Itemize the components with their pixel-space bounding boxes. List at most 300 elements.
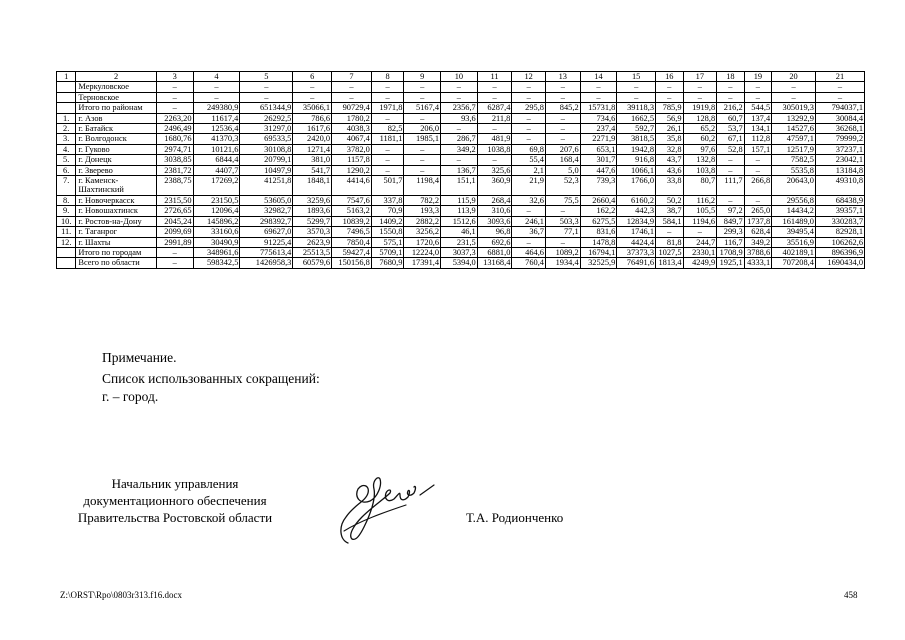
table-cell: – — [293, 82, 332, 92]
table-cell: – — [815, 92, 864, 102]
table-cell: – — [512, 237, 546, 247]
table-cell: 266,8 — [744, 176, 772, 196]
table-row — [57, 258, 865, 268]
column-header: 12 — [512, 72, 546, 82]
table-cell: 231,5 — [441, 237, 478, 247]
table-cell: 136,7 — [441, 165, 478, 175]
table-cell: 1813,4 — [656, 258, 684, 268]
table-cell: 237,4 — [580, 124, 617, 134]
table-cell: 1720,6 — [404, 237, 441, 247]
table-cell: 3570,3 — [293, 227, 332, 237]
table-cell: 785,9 — [656, 103, 684, 113]
table-cell: 47597,1 — [772, 134, 816, 144]
row-name: г. Новошахтинск — [76, 206, 156, 216]
row-name: г. Батайск — [76, 124, 156, 134]
table-cell: 7496,5 — [332, 227, 372, 237]
signer-name: Т.А. Родионченко — [466, 510, 564, 525]
row-number — [57, 82, 76, 92]
table-cell: 132,8 — [683, 155, 717, 165]
table-cell: 32,6 — [512, 195, 546, 205]
table-cell: 12517,9 — [772, 144, 816, 154]
table-cell: 1737,8 — [744, 216, 772, 226]
column-header: 19 — [744, 72, 772, 82]
column-header: 2 — [76, 72, 156, 82]
table-cell: 4407,7 — [193, 165, 240, 175]
table-cell: – — [156, 82, 193, 92]
table-cell: 1893,6 — [293, 206, 332, 216]
row-number — [57, 103, 76, 113]
table-row — [57, 176, 865, 196]
table-cell: 2623,9 — [293, 237, 332, 247]
table-cell: 29556,8 — [772, 195, 816, 205]
column-header: 6 — [293, 72, 332, 82]
table-cell: 7582,5 — [772, 155, 816, 165]
table-cell: 1290,2 — [332, 165, 372, 175]
table-cell: 206,0 — [404, 124, 441, 134]
table-cell: 2991,89 — [156, 237, 193, 247]
table-cell: 1426958,3 — [240, 258, 293, 268]
table-cell: 692,6 — [477, 237, 512, 247]
table-cell: 211,8 — [477, 113, 512, 123]
table-cell: 80,7 — [683, 176, 717, 196]
table-cell: 286,7 — [441, 134, 478, 144]
table-cell: 349,2 — [441, 144, 478, 154]
table-cell: 116,7 — [717, 237, 745, 247]
table-cell: – — [512, 82, 546, 92]
table-cell: 244,7 — [683, 237, 717, 247]
table-cell: – — [156, 258, 193, 268]
table-cell: 16794,1 — [580, 247, 617, 257]
table-cell: 97,2 — [717, 206, 745, 216]
table-cell: 39495,4 — [772, 227, 816, 237]
table-cell: 12224,0 — [404, 247, 441, 257]
table-cell: 628,4 — [744, 227, 772, 237]
table-cell: – — [371, 92, 404, 102]
table-cell: 2271,9 — [580, 134, 617, 144]
table-cell: 4424,4 — [617, 237, 656, 247]
table-cell: 65,2 — [683, 124, 717, 134]
table-cell: 32,8 — [656, 144, 684, 154]
table-cell: 246,1 — [512, 216, 546, 226]
table-cell: 145896,2 — [193, 216, 240, 226]
table-cell: 4067,4 — [332, 134, 372, 144]
row-number — [57, 247, 76, 257]
table-cell: 69627,0 — [240, 227, 293, 237]
table-cell: 5,0 — [545, 165, 580, 175]
table-cell: – — [772, 92, 816, 102]
table-cell: 193,3 — [404, 206, 441, 216]
table-cell: – — [293, 92, 332, 102]
column-header: 9 — [404, 72, 441, 82]
row-number: 4. — [57, 144, 76, 154]
table-cell: 1680,76 — [156, 134, 193, 144]
table-cell: 1512,6 — [441, 216, 478, 226]
table-cell: 43,7 — [656, 155, 684, 165]
table-cell: 70,9 — [371, 206, 404, 216]
table-cell: – — [404, 155, 441, 165]
table-cell: 105,5 — [683, 206, 717, 216]
table-cell: 60,2 — [683, 134, 717, 144]
table-cell: 75,5 — [545, 195, 580, 205]
table-cell: 544,5 — [744, 103, 772, 113]
table-cell: 17391,4 — [404, 258, 441, 268]
table-cell: – — [512, 92, 546, 102]
table-cell: 12834,9 — [617, 216, 656, 226]
table-cell: 13168,4 — [477, 258, 512, 268]
table-cell: 10121,6 — [193, 144, 240, 154]
row-number: 8. — [57, 195, 76, 205]
table-cell: 782,2 — [404, 195, 441, 205]
table-cell: 31297,0 — [240, 124, 293, 134]
table-cell: – — [683, 92, 717, 102]
table-cell: 60,7 — [717, 113, 745, 123]
table-cell: 3818,5 — [617, 134, 656, 144]
table-cell: 37373,3 — [617, 247, 656, 257]
table-cell: 12096,4 — [193, 206, 240, 216]
table-cell: 1708,9 — [717, 247, 745, 257]
table-cell: 33160,6 — [193, 227, 240, 237]
header-row — [57, 72, 865, 82]
table-cell: 115,9 — [441, 195, 478, 205]
table-cell: 1971,8 — [371, 103, 404, 113]
table-cell: 2496,49 — [156, 124, 193, 134]
row-number — [57, 92, 76, 102]
row-number: 5. — [57, 155, 76, 165]
table-cell: 447,6 — [580, 165, 617, 175]
table-cell: 39118,3 — [617, 103, 656, 113]
table-cell: 310,6 — [477, 206, 512, 216]
row-name: г. Шахты — [76, 237, 156, 247]
row-number: 10. — [57, 216, 76, 226]
table-cell: 3037,3 — [441, 247, 478, 257]
table-cell: 3256,2 — [404, 227, 441, 237]
table-cell: 402189,1 — [772, 247, 816, 257]
table-cell: 79999,2 — [815, 134, 864, 144]
table-cell: 60579,6 — [293, 258, 332, 268]
table-row — [57, 216, 865, 226]
table-cell: 464,6 — [512, 247, 546, 257]
table-cell: 2330,1 — [683, 247, 717, 257]
table-cell: 15731,8 — [580, 103, 617, 113]
column-header: 7 — [332, 72, 372, 82]
table-cell: 1690434,0 — [815, 258, 864, 268]
table-cell: – — [477, 82, 512, 92]
row-number: 12. — [57, 237, 76, 247]
table-cell: 137,4 — [744, 113, 772, 123]
table-cell: – — [512, 134, 546, 144]
table-cell: – — [512, 124, 546, 134]
table-cell: 35066,1 — [293, 103, 332, 113]
table-cell: – — [545, 124, 580, 134]
table-cell: 1089,2 — [545, 247, 580, 257]
table-cell: 13292,9 — [772, 113, 816, 123]
table-cell: 32525,9 — [580, 258, 617, 268]
row-name: Всего по области — [76, 258, 156, 268]
table-cell: 33,8 — [656, 176, 684, 196]
row-name: Терновское — [76, 92, 156, 102]
table-cell: – — [404, 92, 441, 102]
table-cell: 503,3 — [545, 216, 580, 226]
table-cell: – — [441, 82, 478, 92]
column-header: 21 — [815, 72, 864, 82]
column-header: 20 — [772, 72, 816, 82]
table-cell: 161489,0 — [772, 216, 816, 226]
table-cell: 786,6 — [293, 113, 332, 123]
column-header: 13 — [545, 72, 580, 82]
table-cell: 760,4 — [512, 258, 546, 268]
table-cell: 2099,69 — [156, 227, 193, 237]
column-header: 8 — [371, 72, 404, 82]
table-cell: 68438,9 — [815, 195, 864, 205]
table-cell: 1662,5 — [617, 113, 656, 123]
table-cell: 916,8 — [617, 155, 656, 165]
table-cell: – — [717, 155, 745, 165]
table-cell: – — [545, 134, 580, 144]
table-cell: – — [477, 92, 512, 102]
table-cell: 330283,7 — [815, 216, 864, 226]
table-cell: 14527,6 — [772, 124, 816, 134]
table-cell: 69,8 — [512, 144, 546, 154]
row-name: г. Донецк — [76, 155, 156, 165]
row-number: 11. — [57, 227, 76, 237]
table-cell: – — [441, 124, 478, 134]
table-cell: 349,2 — [744, 237, 772, 247]
table-cell: – — [156, 92, 193, 102]
table-cell: 2045,24 — [156, 216, 193, 226]
table-cell: – — [332, 82, 372, 92]
table-cell: – — [717, 82, 745, 92]
table-cell: 41251,8 — [240, 176, 293, 196]
row-name: г. Волгодонск — [76, 134, 156, 144]
row-number — [57, 258, 76, 268]
table-cell: 2388,75 — [156, 176, 193, 196]
table-cell: – — [371, 144, 404, 154]
table-cell: 53605,0 — [240, 195, 293, 205]
table-cell: 337,8 — [371, 195, 404, 205]
table-cell: 5299,7 — [293, 216, 332, 226]
table-cell: 1925,1 — [717, 258, 745, 268]
table-cell: 2974,71 — [156, 144, 193, 154]
table-cell: 38,7 — [656, 206, 684, 216]
table-cell: 151,1 — [441, 176, 478, 196]
table-row — [57, 195, 865, 205]
table-cell: – — [717, 165, 745, 175]
table-cell: – — [717, 195, 745, 205]
table-cell: – — [512, 113, 546, 123]
table-cell: 5394,0 — [441, 258, 478, 268]
table-cell: 575,1 — [371, 237, 404, 247]
table-cell: – — [156, 247, 193, 257]
table-cell: 23042,1 — [815, 155, 864, 165]
table-cell: – — [617, 92, 656, 102]
table-cell: 360,9 — [477, 176, 512, 196]
table-cell: 76491,6 — [617, 258, 656, 268]
table-cell: 23150,5 — [193, 195, 240, 205]
table-cell: 4038,3 — [332, 124, 372, 134]
table-cell: – — [404, 113, 441, 123]
table-cell: 2,1 — [512, 165, 546, 175]
table-cell: 150156,8 — [332, 258, 372, 268]
table-cell: 30108,8 — [240, 144, 293, 154]
table-cell: 775613,4 — [240, 247, 293, 257]
table-cell: 35,8 — [656, 134, 684, 144]
table-cell: – — [371, 82, 404, 92]
table-cell: 37237,1 — [815, 144, 864, 154]
table-cell: 501,7 — [371, 176, 404, 196]
table-cell: 77,1 — [545, 227, 580, 237]
table-cell: 134,1 — [744, 124, 772, 134]
table-cell: 7547,6 — [332, 195, 372, 205]
table-cell: 301,7 — [580, 155, 617, 165]
column-header: 18 — [717, 72, 745, 82]
row-name: г. Азов — [76, 113, 156, 123]
table-row — [57, 165, 865, 175]
table-cell: 39357,1 — [815, 206, 864, 216]
table-cell: 707208,4 — [772, 258, 816, 268]
table-cell: 20799,1 — [240, 155, 293, 165]
table-cell: 93,6 — [441, 113, 478, 123]
table-row — [57, 247, 865, 257]
table-cell: 116,2 — [683, 195, 717, 205]
table-cell: 739,3 — [580, 176, 617, 196]
table-cell: – — [744, 92, 772, 102]
table-row — [57, 227, 865, 237]
table-cell: – — [545, 92, 580, 102]
table-cell: – — [477, 155, 512, 165]
footer-page-number: 458 — [844, 590, 858, 600]
table-cell: 12536,4 — [193, 124, 240, 134]
table-cell: 1746,1 — [617, 227, 656, 237]
table-cell: 10839,2 — [332, 216, 372, 226]
table-cell: 1194,6 — [683, 216, 717, 226]
table-cell: 2263,20 — [156, 113, 193, 123]
table-cell: – — [404, 144, 441, 154]
table-cell: – — [371, 155, 404, 165]
table-cell: 1198,4 — [404, 176, 441, 196]
table-cell: 598342,5 — [193, 258, 240, 268]
signer-title-line1: Начальник управления — [111, 476, 239, 491]
column-header: 16 — [656, 72, 684, 82]
table-cell: 6844,4 — [193, 155, 240, 165]
column-header: 14 — [580, 72, 617, 82]
table-cell: 5709,1 — [371, 247, 404, 257]
table-cell: 845,2 — [545, 103, 580, 113]
column-header: 1 — [57, 72, 76, 82]
table-row — [57, 103, 865, 113]
table-cell: – — [656, 227, 684, 237]
table-cell: 2660,4 — [580, 195, 617, 205]
table-cell: 25513,5 — [293, 247, 332, 257]
table-cell: 53,7 — [717, 124, 745, 134]
column-header: 3 — [156, 72, 193, 82]
table-cell: 82,5 — [371, 124, 404, 134]
table-cell: 106262,6 — [815, 237, 864, 247]
table-cell: 96,8 — [477, 227, 512, 237]
table-cell: 1617,6 — [293, 124, 332, 134]
table-cell: 265,0 — [744, 206, 772, 216]
table-cell: – — [404, 82, 441, 92]
table-cell: 26,1 — [656, 124, 684, 134]
handwritten-signature — [330, 455, 445, 550]
table-cell: 896396,9 — [815, 247, 864, 257]
table-row — [57, 206, 865, 216]
table-cell: 6287,4 — [477, 103, 512, 113]
table-cell: 831,6 — [580, 227, 617, 237]
table-cell: 348961,6 — [193, 247, 240, 257]
table-cell: 5535,8 — [772, 165, 816, 175]
table-cell: 1550,8 — [371, 227, 404, 237]
table-cell: 3782,0 — [332, 144, 372, 154]
table-cell: 249380,9 — [193, 103, 240, 113]
table-cell: 653,1 — [580, 144, 617, 154]
table-cell: 6881,0 — [477, 247, 512, 257]
table-cell: 46,1 — [441, 227, 478, 237]
column-header: 11 — [477, 72, 512, 82]
table-cell: 97,6 — [683, 144, 717, 154]
table-cell: 1766,0 — [617, 176, 656, 196]
table-cell: – — [193, 92, 240, 102]
table-cell: 2315,50 — [156, 195, 193, 205]
table-row — [57, 144, 865, 154]
table-cell: – — [744, 82, 772, 92]
table-cell: 52,3 — [545, 176, 580, 196]
table-cell: – — [441, 155, 478, 165]
row-number: 1. — [57, 113, 76, 123]
table-cell: 592,7 — [617, 124, 656, 134]
table-cell: – — [545, 206, 580, 216]
table-cell: 6160,2 — [617, 195, 656, 205]
row-number: 9. — [57, 206, 76, 216]
table-cell: 584,1 — [656, 216, 684, 226]
table-cell: 1271,4 — [293, 144, 332, 154]
table-cell: 7850,4 — [332, 237, 372, 247]
table-cell: 90729,4 — [332, 103, 372, 113]
table-cell: – — [815, 82, 864, 92]
table-cell: 43,6 — [656, 165, 684, 175]
table-cell: – — [545, 82, 580, 92]
table-cell: 2381,72 — [156, 165, 193, 175]
table-cell: 103,8 — [683, 165, 717, 175]
table-cell: 30490,9 — [193, 237, 240, 247]
table-cell: – — [744, 165, 772, 175]
table-cell: 442,3 — [617, 206, 656, 216]
table-cell: 3259,6 — [293, 195, 332, 205]
table-cell: – — [240, 82, 293, 92]
table-cell: 81,8 — [656, 237, 684, 247]
table-cell: – — [656, 82, 684, 92]
table-cell: 4333,1 — [744, 258, 772, 268]
table-cell: 295,8 — [512, 103, 546, 113]
table-cell: 30084,4 — [815, 113, 864, 123]
table-cell: 32982,7 — [240, 206, 293, 216]
table-cell: 268,4 — [477, 195, 512, 205]
row-name: Итого по городам — [76, 247, 156, 257]
table-cell: 6275,5 — [580, 216, 617, 226]
table-cell: – — [512, 206, 546, 216]
table-cell: – — [717, 92, 745, 102]
table-cell: – — [240, 92, 293, 102]
table-cell: 157,1 — [744, 144, 772, 154]
column-header: 15 — [617, 72, 656, 82]
table-cell: – — [441, 92, 478, 102]
table-cell: 41370,3 — [193, 134, 240, 144]
column-header: 10 — [441, 72, 478, 82]
table-cell: 20643,0 — [772, 176, 816, 196]
column-header: 5 — [240, 72, 293, 82]
table-cell: 1942,8 — [617, 144, 656, 154]
table-row — [57, 124, 865, 134]
table-row — [57, 134, 865, 144]
